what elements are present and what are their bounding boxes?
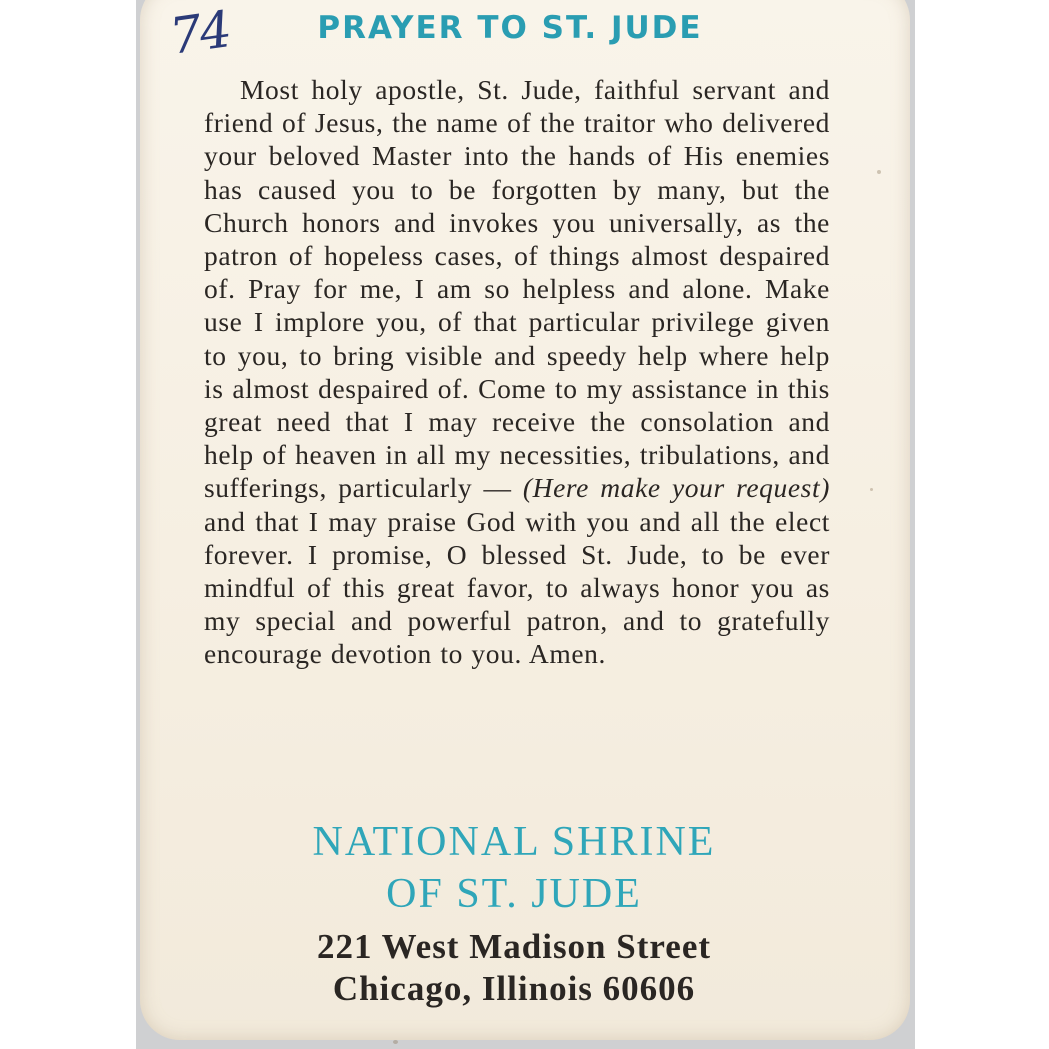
shrine-address (240, 926, 788, 1010)
prayer-text-part-2: and that I may praise God with you and all the elect forever. I promise, O blessed St. Jude, to be ever mindful of this great favor, to always honor you as my special and powerful patron, and to gratefully encourage devotion to you. Amen. (204, 505, 830, 670)
handwritten-note: 74 (166, 0, 234, 66)
shrine-name (240, 816, 788, 920)
shrine-name-line-1: NATIONAL SHRINE (312, 819, 716, 865)
paper-speck (870, 488, 873, 491)
card-title: PRAYER TO ST. JUDE (317, 10, 703, 46)
address-street: 221 West Madison Street (316, 927, 712, 966)
address-city: Chicago, Illinois 60606 (332, 969, 696, 1008)
prayer-text (204, 73, 830, 671)
request-instruction: (Here make your request) (522, 472, 830, 504)
prayer-text-part-1: Most holy apostle, St. Jude, faithful servant and friend of Jesus, the name of the traitor who delivered your beloved Master into the hands of His enemies has caused you to be forgotten by many, but the Church honors and invokes you universally, as the patron of hopeless cases, of things almost despaired of. Pray for me, I am so helpless and alone. Make use I implore you, of that particular privilege given to you, to bring visible and speedy help where help is almost despaired of. Come to my assistance in this great need that I may receive the consolation and help of heaven in all my necessities, tribulations, and sufferings, particularly — (204, 74, 830, 504)
shrine-name-line-2: OF ST. JUDE (386, 871, 642, 917)
paper-speck (877, 170, 881, 174)
paper-speck (393, 1040, 398, 1044)
